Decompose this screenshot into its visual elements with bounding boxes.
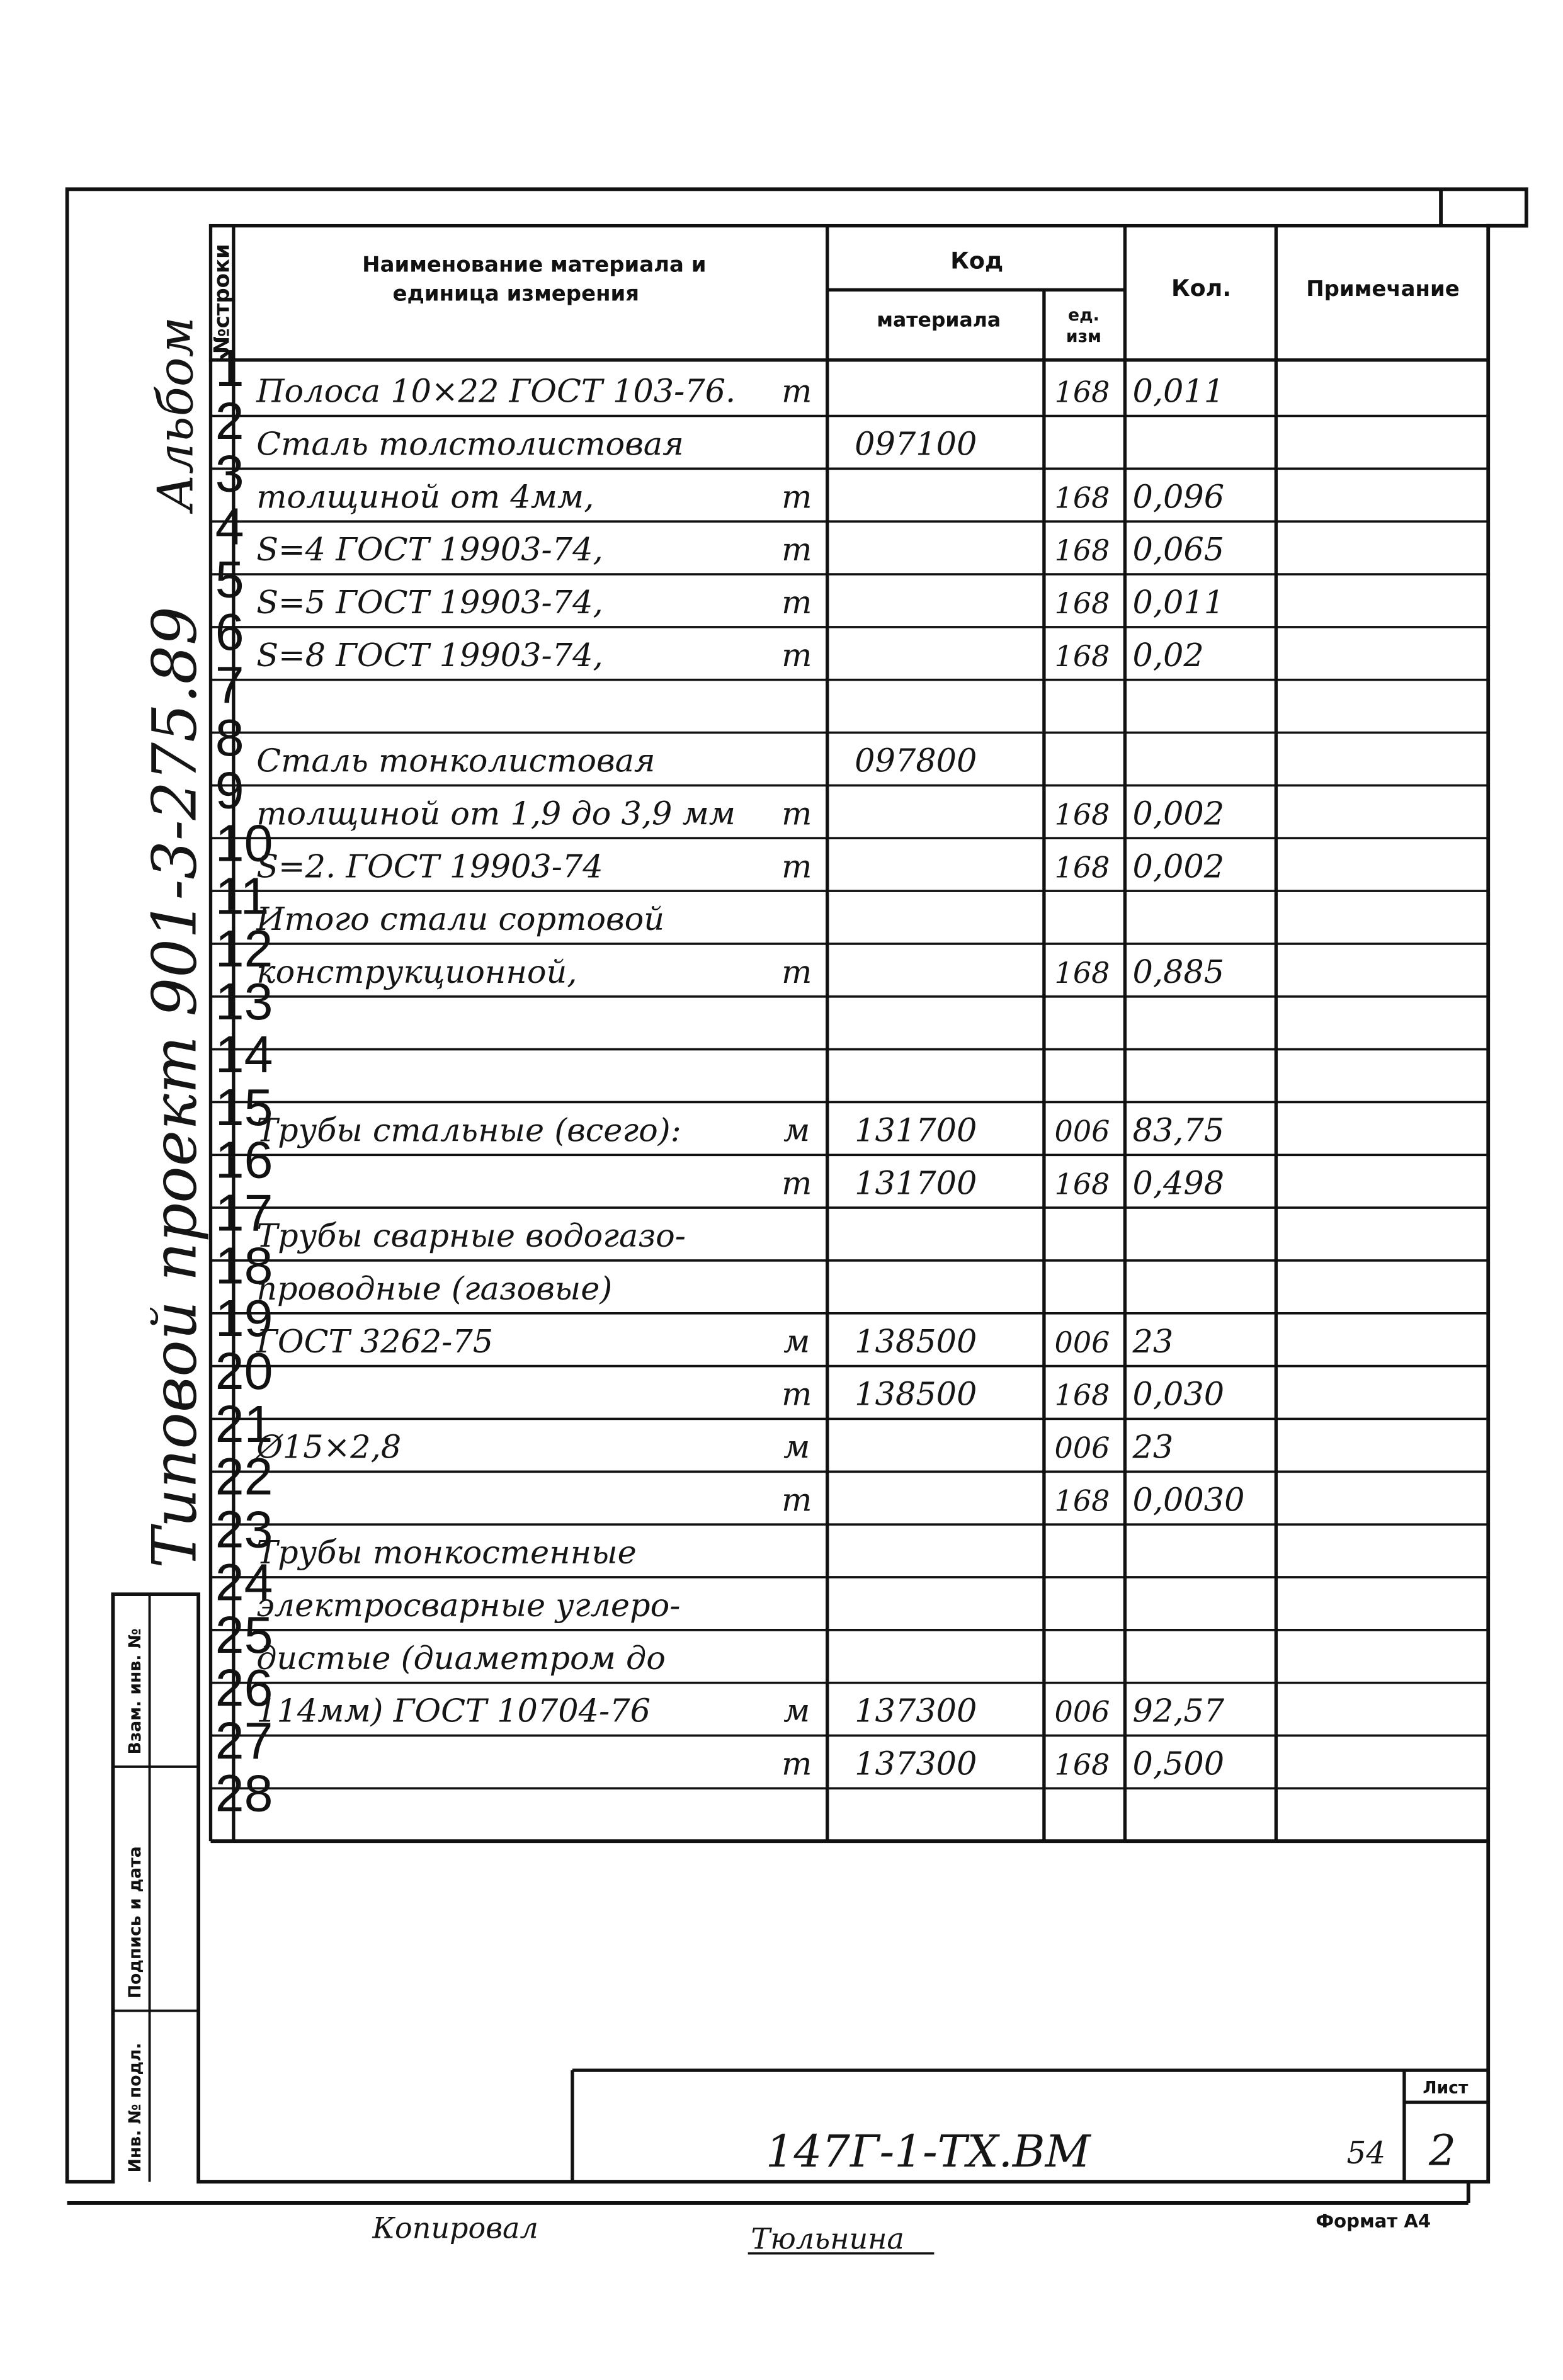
unit-measure: т <box>782 1745 812 1783</box>
unit-code: 168 <box>1054 797 1110 832</box>
unit-code: 006 <box>1054 1694 1110 1729</box>
quantity: 0,011 <box>1132 584 1225 622</box>
unit-measure: м <box>783 1692 810 1730</box>
row-number: 1 <box>215 339 244 398</box>
row-number: 11 <box>215 867 270 926</box>
unit-measure: т <box>782 1165 812 1203</box>
quantity: 0,885 <box>1132 953 1225 991</box>
row-number: 10 <box>215 814 273 873</box>
stamp-replacement-inventory: Взам. инв. № <box>125 1628 145 1755</box>
unit-measure: м <box>783 1323 810 1361</box>
material-name: толщиной от 4мм, <box>256 479 594 516</box>
row-number: 16 <box>215 1131 273 1189</box>
copied-by-signature: Тюльнина <box>751 2221 904 2256</box>
row-number: 15 <box>215 1078 273 1136</box>
row-number-header: №строки <box>209 244 234 354</box>
row-number: 28 <box>215 1764 273 1823</box>
unit-code: 168 <box>1054 1747 1110 1782</box>
unit-measure: м <box>783 1429 810 1466</box>
material-code: 137300 <box>855 1692 977 1730</box>
material-code: 137300 <box>855 1745 977 1783</box>
material-name: 114мм) ГОСТ 10704-76 <box>256 1692 651 1730</box>
unit-code: 168 <box>1054 638 1110 673</box>
material-name: Полоса 10×22 ГОСТ 103-76. <box>256 373 736 411</box>
material-code: 131700 <box>855 1112 977 1150</box>
row-number: 22 <box>215 1448 273 1506</box>
note-header: Примечание <box>1306 276 1460 302</box>
material-name: дистые (диаметром до <box>256 1640 666 1677</box>
material-name: S=4 ГОСТ 19903-74, <box>256 531 603 569</box>
paper-format: Формат А4 <box>1316 2210 1431 2232</box>
quantity: 0,002 <box>1132 795 1225 833</box>
material-code-header: материала <box>877 309 1001 332</box>
row-number: 17 <box>215 1184 273 1242</box>
unit-measure: т <box>782 1376 812 1414</box>
row-number: 13 <box>215 973 273 1031</box>
material-name: Трубы тонкостенные <box>256 1534 637 1572</box>
material-name: Сталь тонколистовая <box>256 742 656 780</box>
material-name: Сталь толстолистовая <box>256 426 684 463</box>
quantity: 0,02 <box>1132 637 1204 674</box>
unit-code: 168 <box>1054 480 1110 515</box>
material-name: конструкционной, <box>256 953 577 991</box>
unit-code: 168 <box>1054 1483 1110 1518</box>
unit-measure: т <box>782 637 812 674</box>
quantity: 23 <box>1132 1323 1174 1361</box>
quantity: 0,500 <box>1132 1745 1225 1783</box>
material-name: Ø15×2,8 <box>256 1429 402 1466</box>
unit-code: 006 <box>1054 1114 1110 1148</box>
unit-measure: м <box>783 1112 810 1150</box>
quantity: 0,002 <box>1132 848 1225 886</box>
unit-measure: т <box>782 584 812 622</box>
material-name: Трубы стальные (всего): <box>256 1112 681 1150</box>
material-name: S=2. ГОСТ 19903-74 <box>256 848 603 886</box>
unit-measure: т <box>782 531 812 569</box>
material-code: 138500 <box>855 1376 977 1414</box>
row-number: 18 <box>215 1237 273 1295</box>
unit-code: 168 <box>1054 533 1110 568</box>
quantity: 83,75 <box>1132 1112 1225 1150</box>
quantity: 0,030 <box>1132 1376 1225 1414</box>
row-number: 8 <box>215 708 244 767</box>
row-number: 23 <box>215 1500 273 1559</box>
unit-measure: т <box>782 479 812 516</box>
row-number: 3 <box>215 445 244 503</box>
quantity: 0,0030 <box>1132 1482 1245 1519</box>
row-number: 24 <box>215 1553 273 1612</box>
quantity: 0,065 <box>1132 531 1225 569</box>
unit-code: 168 <box>1054 1378 1110 1412</box>
unit-code-header-2: изм <box>1066 326 1101 346</box>
material-name: толщиной от 1,9 до 3,9 мм <box>256 795 736 833</box>
quantity-header: Кол. <box>1171 275 1232 302</box>
material-name: S=8 ГОСТ 19903-74, <box>256 637 603 674</box>
document-designation: 147Г-1-ТХ.ВМ <box>765 2125 1091 2177</box>
row-number: 2 <box>215 392 244 450</box>
unit-code: 168 <box>1054 955 1110 990</box>
row-number: 19 <box>215 1289 273 1348</box>
row-number: 9 <box>215 761 244 820</box>
unit-code: 006 <box>1054 1431 1110 1465</box>
stamp-original-inventory: Инв. № подл. <box>125 2043 145 2173</box>
row-number: 7 <box>215 656 244 715</box>
unit-code: 168 <box>1054 375 1110 409</box>
material-name: проводные (газовые) <box>256 1270 613 1308</box>
unit-code: 168 <box>1054 1167 1110 1201</box>
quantity: 0,096 <box>1132 479 1225 516</box>
material-name: Трубы сварные водогазо- <box>256 1218 686 1255</box>
quantity: 0,011 <box>1132 373 1225 411</box>
copied-label: Копировал <box>372 2211 538 2245</box>
unit-code: 168 <box>1054 586 1110 621</box>
unit-measure: т <box>782 795 812 833</box>
unit-measure: т <box>782 848 812 886</box>
material-name: ГОСТ 3262-75 <box>256 1323 494 1361</box>
material-code: 097100 <box>855 426 977 463</box>
row-number: 14 <box>215 1025 273 1084</box>
unit-measure: т <box>782 373 812 411</box>
unit-measure: т <box>782 953 812 991</box>
quantity: 92,57 <box>1132 1692 1225 1730</box>
row-number: 12 <box>215 920 273 978</box>
sheet-number: 2 <box>1428 2126 1457 2176</box>
unit-code: 168 <box>1054 850 1110 885</box>
material-name: электросварные углеро- <box>256 1587 681 1625</box>
page-number: 54 <box>1346 2135 1386 2171</box>
row-number: 4 <box>215 497 244 556</box>
sheet-label: Лист <box>1423 2078 1469 2098</box>
album-vertical-label: Альбом <box>147 317 205 511</box>
code-header: Код <box>950 247 1004 275</box>
unit-measure-header: единица измерения <box>392 281 640 306</box>
row-number: 6 <box>215 603 244 662</box>
project-vertical-label: Типовой проект 901-3-275.89 <box>139 606 210 1568</box>
material-code: 138500 <box>855 1323 977 1361</box>
unit-measure: т <box>782 1482 812 1519</box>
row-number: 5 <box>215 550 244 609</box>
material-code: 097800 <box>855 742 977 780</box>
material-name-header: Наименование материала и <box>362 252 707 277</box>
material-name: S=5 ГОСТ 19903-74, <box>256 584 603 622</box>
table-body <box>215 339 1245 1823</box>
unit-code: 006 <box>1054 1325 1110 1359</box>
row-number: 26 <box>215 1659 273 1717</box>
row-number: 27 <box>215 1711 273 1770</box>
unit-code-header-1: ед. <box>1068 305 1100 325</box>
row-number: 20 <box>215 1342 273 1400</box>
quantity: 0,498 <box>1132 1165 1225 1203</box>
row-number: 21 <box>215 1395 273 1453</box>
quantity: 23 <box>1132 1429 1174 1466</box>
stamp-signature-date: Подпись и дата <box>125 1846 145 1999</box>
material-code: 131700 <box>855 1165 977 1203</box>
row-number: 25 <box>215 1606 273 1665</box>
material-name: Итого стали сортовой <box>256 901 665 939</box>
